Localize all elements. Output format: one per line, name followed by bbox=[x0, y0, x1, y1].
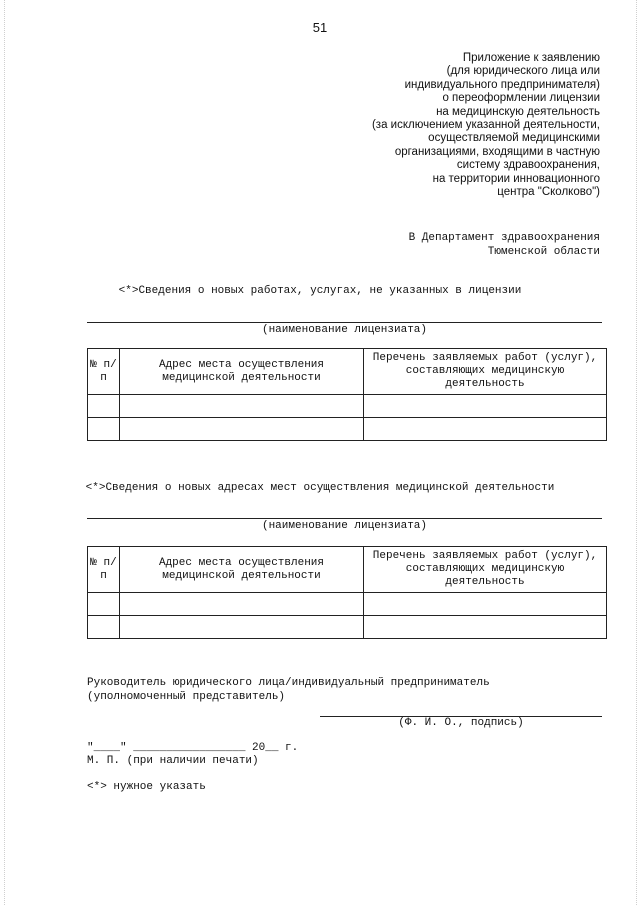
header-num: № п/п bbox=[88, 547, 120, 593]
header-works: Перечень заявляемых работ (услуг), составляющих медицинскую деятельность bbox=[364, 547, 607, 593]
licensee-name-line bbox=[87, 322, 602, 323]
cell-address[interactable] bbox=[120, 418, 364, 441]
appendix-line: на территории инновационного bbox=[432, 172, 600, 185]
page-number: 51 bbox=[312, 20, 328, 35]
cell-num[interactable] bbox=[88, 418, 120, 441]
header-address: Адрес места осуществления медицинской деятельности bbox=[120, 349, 364, 395]
cell-num[interactable] bbox=[88, 616, 120, 639]
cell-works[interactable] bbox=[364, 616, 607, 639]
cell-address[interactable] bbox=[120, 395, 364, 418]
signature-caption: (Ф. И. О., подпись) bbox=[398, 717, 524, 729]
cell-address[interactable] bbox=[120, 593, 364, 616]
seal-note: М. П. (при наличии печати) bbox=[87, 755, 259, 767]
cell-works[interactable] bbox=[364, 395, 607, 418]
recipient-line: В Департамент здравоохранения bbox=[408, 232, 600, 244]
appendix-line: на медицинскую деятельность bbox=[436, 105, 600, 118]
scan-edge-right bbox=[636, 0, 637, 905]
cell-address[interactable] bbox=[120, 616, 364, 639]
cell-num[interactable] bbox=[88, 593, 120, 616]
licensee-name-line bbox=[87, 518, 602, 519]
table-row bbox=[88, 395, 607, 418]
header-works: Перечень заявляемых работ (услуг), составляющих медицинскую деятельность bbox=[364, 349, 607, 395]
appendix-line: центра "Сколково") bbox=[497, 186, 600, 199]
signer-subtitle: (уполномоченный представитель) bbox=[87, 691, 286, 703]
appendix-note bbox=[320, 52, 600, 199]
new-services-table bbox=[87, 348, 607, 441]
signer-title: Руководитель юридического лица/индивидуальный предприниматель bbox=[87, 677, 490, 689]
appendix-line: (за исключением указанной деятельности, bbox=[371, 119, 600, 132]
signer-block bbox=[87, 676, 490, 704]
appendix-line: индивидуального предпринимателя) bbox=[404, 78, 600, 91]
section-title-new-services: <*>Сведения о новых работах, услугах, не указанных в лицензии bbox=[118, 285, 522, 297]
appendix-line: организациями, входящими в частную bbox=[394, 145, 600, 158]
recipient-block bbox=[300, 231, 600, 259]
appendix-line: Приложение к заявлению bbox=[462, 52, 600, 64]
new-addresses-table bbox=[87, 546, 607, 639]
table-header-row bbox=[88, 547, 607, 593]
table-row bbox=[88, 593, 607, 616]
recipient-line: Тюменской области bbox=[487, 246, 600, 258]
scan-edge-left bbox=[4, 0, 5, 905]
section-title-new-addresses: <*>Сведения о новых адресах мест осуществления медицинской деятельности bbox=[85, 482, 555, 494]
appendix-line: (для юридического лица или bbox=[446, 65, 600, 78]
appendix-line: о переоформлении лицензии bbox=[442, 92, 600, 105]
appendix-line: осуществляемой медицинскими bbox=[428, 132, 600, 145]
table-row bbox=[88, 418, 607, 441]
cell-works[interactable] bbox=[364, 418, 607, 441]
footnote: <*> нужное указать bbox=[87, 781, 206, 793]
table-header-row bbox=[88, 349, 607, 395]
header-address: Адрес места осуществления медицинской деятельности bbox=[120, 547, 364, 593]
appendix-line: систему здравоохранения, bbox=[456, 159, 600, 172]
table-row bbox=[88, 616, 607, 639]
header-num: № п/п bbox=[88, 349, 120, 395]
licensee-caption: (наименование лицензиата) bbox=[261, 324, 428, 336]
licensee-caption: (наименование лицензиата) bbox=[261, 520, 428, 532]
date-line: "____" _________________ 20__ г. bbox=[87, 742, 299, 754]
cell-num[interactable] bbox=[88, 395, 120, 418]
cell-works[interactable] bbox=[364, 593, 607, 616]
